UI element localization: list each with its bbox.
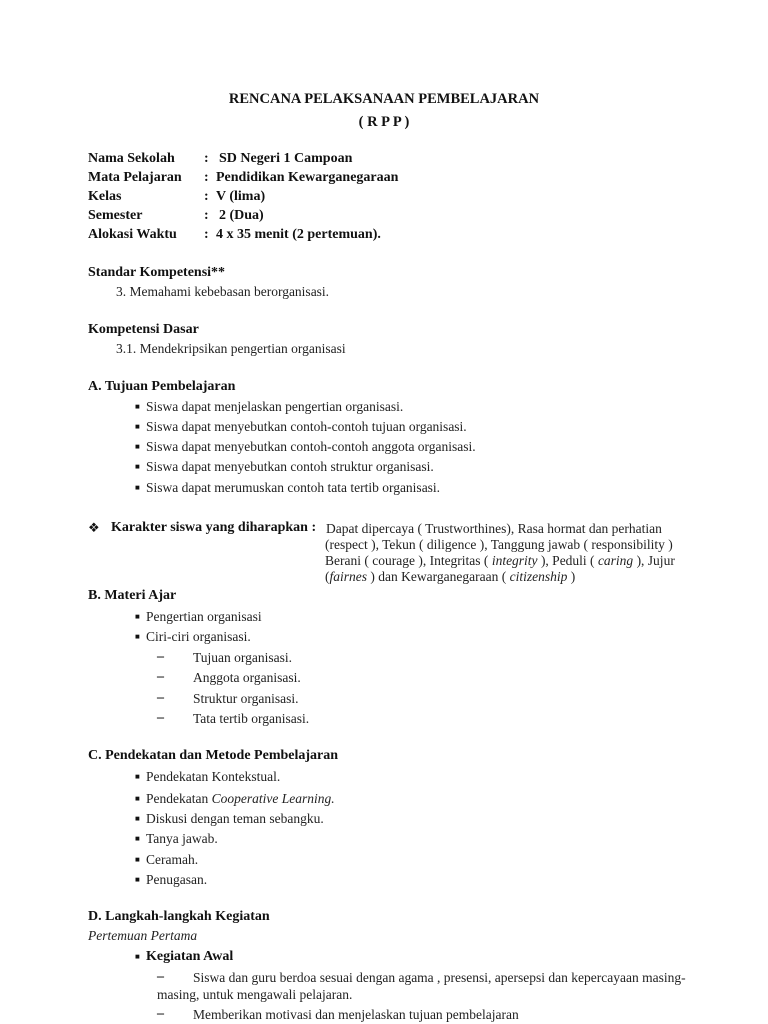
dash-icon: – <box>157 1006 164 1021</box>
dash-icon: – <box>157 669 164 684</box>
list-item: Tanya jawab. <box>146 831 218 846</box>
bullet-icon: ■ <box>135 483 140 492</box>
karakter-heading: Karakter siswa yang diharapkan : <box>111 520 317 535</box>
bullet-icon: ■ <box>135 952 140 961</box>
kegiatan-awal-heading: Kegiatan Awal <box>146 949 234 964</box>
identity-label-class: Kelas <box>88 189 122 204</box>
dash-icon: – <box>157 969 164 984</box>
bullet-icon: ■ <box>135 422 140 431</box>
bullet-icon: ■ <box>135 855 140 864</box>
identity-colon: : <box>204 189 209 204</box>
materi-heading: B. Materi Ajar <box>88 588 177 603</box>
bullet-icon: ■ <box>135 834 140 843</box>
sub-list-item: Tujuan organisasi. <box>193 650 293 665</box>
step-line-1b: masing, untuk mengawali pelajaran. <box>157 987 353 1002</box>
bullet-icon: ■ <box>135 442 140 451</box>
langkah-heading: D. Langkah-langkah Kegiatan <box>88 909 270 924</box>
list-item: Ciri-ciri organisasi. <box>146 629 251 644</box>
identity-value-semester: 2 (Dua) <box>219 208 264 223</box>
pertemuan-label: Pertemuan Pertama <box>88 928 198 943</box>
sk-text: 3. Memahami kebebasan berorganisasi. <box>116 284 330 299</box>
kd-text: 3.1. Mendekripsikan pengertian organisasi <box>116 341 346 356</box>
diamond-bullet-icon: ❖ <box>88 520 100 535</box>
identity-value-time: 4 x 35 menit (2 pertemuan). <box>216 227 381 242</box>
identity-label-subject: Mata Pelajaran <box>88 170 182 185</box>
list-item: Pendekatan Cooperative Learning. <box>146 791 335 806</box>
bullet-icon: ■ <box>135 875 140 884</box>
list-item: Siswa dapat menjelaskan pengertian organisasi. <box>146 399 404 414</box>
dash-icon: – <box>157 649 164 664</box>
document-subtitle: ( R P P ) <box>358 114 410 130</box>
list-item: Ceramah. <box>146 852 199 867</box>
karakter-line-3: Berani ( courage ), Integritas ( integrity ), Peduli ( caring ), Jujur <box>325 553 675 568</box>
list-item: Pengertian organisasi <box>146 609 262 624</box>
identity-label-semester: Semester <box>88 208 143 223</box>
dash-icon: – <box>157 710 164 725</box>
bullet-icon: ■ <box>135 632 140 641</box>
identity-colon: : <box>204 151 209 166</box>
identity-label-school: Nama Sekolah <box>88 151 175 166</box>
list-item: Penugasan. <box>146 872 208 887</box>
kd-heading: Kompetensi Dasar <box>88 322 199 337</box>
list-item: Diskusi dengan teman sebangku. <box>146 811 324 826</box>
bullet-icon: ■ <box>135 462 140 471</box>
sub-list-item: Tata tertib organisasi. <box>193 711 310 726</box>
karakter-line-2: (respect ), Tekun ( diligence ), Tanggung jawab ( responsibility ) <box>325 537 673 552</box>
karakter-line-4: (fairnes ) dan Kewarganegaraan ( citizenship ) <box>325 569 576 584</box>
bullet-icon: ■ <box>135 814 140 823</box>
list-item: Siswa dapat menyebutkan contoh-contoh tujuan organisasi. <box>146 419 467 434</box>
dash-icon: – <box>157 690 164 705</box>
identity-value-school: SD Negeri 1 Campoan <box>219 151 353 166</box>
bullet-icon: ■ <box>135 612 140 621</box>
identity-value-class: V (lima) <box>216 189 266 204</box>
step-line-1a: Siswa dan guru berdoa sesuai dengan agama , presensi, apersepsi dan kepercayaan masing- <box>193 970 686 985</box>
bullet-icon: ■ <box>135 402 140 411</box>
identity-colon: : <box>204 208 209 223</box>
sub-list-item: Anggota organisasi. <box>193 670 301 685</box>
sub-list-item: Struktur organisasi. <box>193 691 299 706</box>
karakter-line-1: Dapat dipercaya ( Trustworthines), Rasa hormat dan perhatian <box>326 521 662 536</box>
identity-colon: : <box>204 170 209 185</box>
identity-label-time: Alokasi Waktu <box>88 227 177 242</box>
identity-colon: : <box>204 227 209 242</box>
metode-heading: C. Pendekatan dan Metode Pembelajaran <box>88 748 339 763</box>
bullet-icon: ■ <box>135 794 140 803</box>
bullet-icon: ■ <box>135 772 140 781</box>
list-item: Siswa dapat menyebutkan contoh struktur organisasi. <box>146 459 434 474</box>
document-title: RENCANA PELAKSANAAN PEMBELAJARAN <box>228 91 540 107</box>
step-line-2: Memberikan motivasi dan menjelaskan tujuan pembelajaran <box>193 1007 519 1022</box>
sk-heading: Standar Kompetensi** <box>88 265 226 280</box>
identity-value-subject: Pendidikan Kewarganegaraan <box>216 170 399 185</box>
list-item: Siswa dapat menyebutkan contoh-contoh anggota organisasi. <box>146 439 476 454</box>
list-item: Siswa dapat merumuskan contoh tata tertib organisasi. <box>146 480 441 495</box>
list-item: Pendekatan Kontekstual. <box>146 769 281 784</box>
tujuan-heading: A. Tujuan Pembelajaran <box>88 379 236 394</box>
